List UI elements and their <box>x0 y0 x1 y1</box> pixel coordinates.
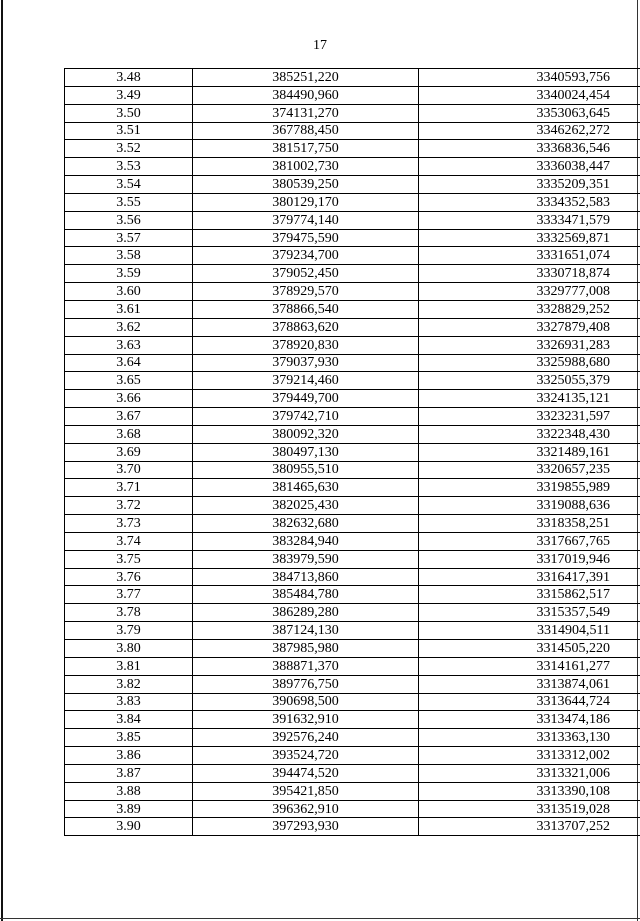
coordinates-table-body <box>65 69 640 836</box>
y-coordinate-cell: 3323231,597 <box>419 408 640 426</box>
y-coordinate-cell: 3340024,454 <box>419 86 640 104</box>
point-number-cell: 3.68 <box>65 425 193 443</box>
x-coordinate-cell: 385484,780 <box>193 586 419 604</box>
x-coordinate-cell: 384490,960 <box>193 86 419 104</box>
y-coordinate-cell: 3325988,680 <box>419 354 640 372</box>
x-coordinate-cell: 383284,940 <box>193 532 419 550</box>
y-coordinate-cell: 3336836,546 <box>419 140 640 158</box>
y-coordinate-cell: 3329777,008 <box>419 283 640 301</box>
x-coordinate-cell: 380539,250 <box>193 176 419 194</box>
point-number-cell: 3.73 <box>65 515 193 533</box>
point-number-cell: 3.87 <box>65 764 193 782</box>
x-coordinate-cell: 378929,570 <box>193 283 419 301</box>
table-row <box>65 693 640 711</box>
y-coordinate-cell: 3335209,351 <box>419 176 640 194</box>
point-number-cell: 3.60 <box>65 283 193 301</box>
table-row <box>65 354 640 372</box>
y-coordinate-cell: 3333471,579 <box>419 211 640 229</box>
x-coordinate-cell: 391632,910 <box>193 711 419 729</box>
y-coordinate-cell: 3320657,235 <box>419 461 640 479</box>
point-number-cell: 3.85 <box>65 729 193 747</box>
y-coordinate-cell: 3326931,283 <box>419 336 640 354</box>
y-coordinate-cell: 3346262,272 <box>419 122 640 140</box>
point-number-cell: 3.86 <box>65 747 193 765</box>
x-coordinate-cell: 387985,980 <box>193 640 419 658</box>
point-number-cell: 3.79 <box>65 622 193 640</box>
x-coordinate-cell: 380092,320 <box>193 425 419 443</box>
table-row <box>65 318 640 336</box>
x-coordinate-cell: 378866,540 <box>193 300 419 318</box>
x-coordinate-cell: 387124,130 <box>193 622 419 640</box>
point-number-cell: 3.53 <box>65 158 193 176</box>
x-coordinate-cell: 380955,510 <box>193 461 419 479</box>
x-coordinate-cell: 379774,140 <box>193 211 419 229</box>
table-row <box>65 764 640 782</box>
x-coordinate-cell: 392576,240 <box>193 729 419 747</box>
x-coordinate-cell: 379742,710 <box>193 408 419 426</box>
y-coordinate-cell: 3313312,002 <box>419 747 640 765</box>
point-number-cell: 3.81 <box>65 657 193 675</box>
y-coordinate-cell: 3330718,874 <box>419 265 640 283</box>
table-row <box>65 336 640 354</box>
y-coordinate-cell: 3322348,430 <box>419 425 640 443</box>
y-coordinate-cell: 3340593,756 <box>419 69 640 87</box>
y-coordinate-cell: 3313519,028 <box>419 800 640 818</box>
point-number-cell: 3.58 <box>65 247 193 265</box>
x-coordinate-cell: 379449,700 <box>193 390 419 408</box>
table-row <box>65 604 640 622</box>
table-row <box>65 69 640 87</box>
point-number-cell: 3.57 <box>65 229 193 247</box>
point-number-cell: 3.59 <box>65 265 193 283</box>
table-row <box>65 479 640 497</box>
y-coordinate-cell: 3313321,006 <box>419 764 640 782</box>
x-coordinate-cell: 379214,460 <box>193 372 419 390</box>
x-coordinate-cell: 393524,720 <box>193 747 419 765</box>
point-number-cell: 3.65 <box>65 372 193 390</box>
point-number-cell: 3.89 <box>65 800 193 818</box>
table-row <box>65 86 640 104</box>
point-number-cell: 3.82 <box>65 675 193 693</box>
x-coordinate-cell: 380497,130 <box>193 443 419 461</box>
x-coordinate-cell: 389776,750 <box>193 675 419 693</box>
y-coordinate-cell: 3336038,447 <box>419 158 640 176</box>
coordinates-table <box>64 68 640 836</box>
table-row <box>65 711 640 729</box>
table-row <box>65 568 640 586</box>
table-row <box>65 800 640 818</box>
table-row <box>65 443 640 461</box>
table-row <box>65 532 640 550</box>
table-row <box>65 586 640 604</box>
table-row <box>65 158 640 176</box>
y-coordinate-cell: 3319088,636 <box>419 497 640 515</box>
point-number-cell: 3.67 <box>65 408 193 426</box>
y-coordinate-cell: 3316417,391 <box>419 568 640 586</box>
x-coordinate-cell: 381465,630 <box>193 479 419 497</box>
x-coordinate-cell: 379234,700 <box>193 247 419 265</box>
point-number-cell: 3.84 <box>65 711 193 729</box>
point-number-cell: 3.80 <box>65 640 193 658</box>
point-number-cell: 3.69 <box>65 443 193 461</box>
point-number-cell: 3.83 <box>65 693 193 711</box>
table-row <box>65 300 640 318</box>
y-coordinate-cell: 3314505,220 <box>419 640 640 658</box>
x-coordinate-cell: 380129,170 <box>193 193 419 211</box>
point-number-cell: 3.61 <box>65 300 193 318</box>
y-coordinate-cell: 3324135,121 <box>419 390 640 408</box>
point-number-cell: 3.77 <box>65 586 193 604</box>
table-row <box>65 247 640 265</box>
page-number: 17 <box>313 38 327 53</box>
y-coordinate-cell: 3315862,517 <box>419 586 640 604</box>
y-coordinate-cell: 3313644,724 <box>419 693 640 711</box>
table-row <box>65 176 640 194</box>
x-coordinate-cell: 397293,930 <box>193 818 419 836</box>
y-coordinate-cell: 3318358,251 <box>419 515 640 533</box>
point-number-cell: 3.66 <box>65 390 193 408</box>
table-row <box>65 104 640 122</box>
x-coordinate-cell: 379052,450 <box>193 265 419 283</box>
point-number-cell: 3.71 <box>65 479 193 497</box>
point-number-cell: 3.63 <box>65 336 193 354</box>
x-coordinate-cell: 378920,830 <box>193 336 419 354</box>
table-row <box>65 229 640 247</box>
table-row <box>65 497 640 515</box>
point-number-cell: 3.55 <box>65 193 193 211</box>
x-coordinate-cell: 382025,430 <box>193 497 419 515</box>
table-row <box>65 640 640 658</box>
x-coordinate-cell: 379037,930 <box>193 354 419 372</box>
table-row <box>65 265 640 283</box>
y-coordinate-cell: 3328829,252 <box>419 300 640 318</box>
y-coordinate-cell: 3319855,989 <box>419 479 640 497</box>
x-coordinate-cell: 383979,590 <box>193 550 419 568</box>
table-row <box>65 390 640 408</box>
table-row <box>65 193 640 211</box>
table-row <box>65 140 640 158</box>
x-coordinate-cell: 390698,500 <box>193 693 419 711</box>
x-coordinate-cell: 378863,620 <box>193 318 419 336</box>
y-coordinate-cell: 3313707,252 <box>419 818 640 836</box>
point-number-cell: 3.90 <box>65 818 193 836</box>
table-row <box>65 657 640 675</box>
point-number-cell: 3.75 <box>65 550 193 568</box>
x-coordinate-cell: 395421,850 <box>193 782 419 800</box>
table-row <box>65 782 640 800</box>
table-row <box>65 461 640 479</box>
table-row <box>65 122 640 140</box>
table-row <box>65 622 640 640</box>
table-row <box>65 425 640 443</box>
point-number-cell: 3.48 <box>65 69 193 87</box>
y-coordinate-cell: 3313390,108 <box>419 782 640 800</box>
table-row <box>65 675 640 693</box>
y-coordinate-cell: 3314904,511 <box>419 622 640 640</box>
point-number-cell: 3.54 <box>65 176 193 194</box>
point-number-cell: 3.64 <box>65 354 193 372</box>
y-coordinate-cell: 3325055,379 <box>419 372 640 390</box>
y-coordinate-cell: 3313874,061 <box>419 675 640 693</box>
x-coordinate-cell: 388871,370 <box>193 657 419 675</box>
y-coordinate-cell: 3321489,161 <box>419 443 640 461</box>
table-row <box>65 283 640 301</box>
table-row <box>65 729 640 747</box>
table-row <box>65 550 640 568</box>
point-number-cell: 3.62 <box>65 318 193 336</box>
table-row <box>65 515 640 533</box>
point-number-cell: 3.52 <box>65 140 193 158</box>
x-coordinate-cell: 394474,520 <box>193 764 419 782</box>
point-number-cell: 3.74 <box>65 532 193 550</box>
x-coordinate-cell: 396362,910 <box>193 800 419 818</box>
point-number-cell: 3.50 <box>65 104 193 122</box>
y-coordinate-cell: 3315357,549 <box>419 604 640 622</box>
x-coordinate-cell: 381517,750 <box>193 140 419 158</box>
point-number-cell: 3.72 <box>65 497 193 515</box>
y-coordinate-cell: 3317667,765 <box>419 532 640 550</box>
x-coordinate-cell: 374131,270 <box>193 104 419 122</box>
point-number-cell: 3.78 <box>65 604 193 622</box>
point-number-cell: 3.51 <box>65 122 193 140</box>
y-coordinate-cell: 3313363,130 <box>419 729 640 747</box>
table-row <box>65 818 640 836</box>
y-coordinate-cell: 3327879,408 <box>419 318 640 336</box>
y-coordinate-cell: 3313474,186 <box>419 711 640 729</box>
x-coordinate-cell: 367788,450 <box>193 122 419 140</box>
x-coordinate-cell: 384713,860 <box>193 568 419 586</box>
page-edge-bottom <box>0 918 640 919</box>
point-number-cell: 3.70 <box>65 461 193 479</box>
x-coordinate-cell: 385251,220 <box>193 69 419 87</box>
x-coordinate-cell: 382632,680 <box>193 515 419 533</box>
table-row <box>65 372 640 390</box>
point-number-cell: 3.56 <box>65 211 193 229</box>
x-coordinate-cell: 381002,730 <box>193 158 419 176</box>
table-row <box>65 211 640 229</box>
table-row <box>65 747 640 765</box>
x-coordinate-cell: 379475,590 <box>193 229 419 247</box>
point-number-cell: 3.49 <box>65 86 193 104</box>
x-coordinate-cell: 386289,280 <box>193 604 419 622</box>
table-row <box>65 408 640 426</box>
point-number-cell: 3.88 <box>65 782 193 800</box>
point-number-cell: 3.76 <box>65 568 193 586</box>
page-edge-left <box>1 0 3 921</box>
y-coordinate-cell: 3314161,277 <box>419 657 640 675</box>
y-coordinate-cell: 3334352,583 <box>419 193 640 211</box>
y-coordinate-cell: 3353063,645 <box>419 104 640 122</box>
y-coordinate-cell: 3317019,946 <box>419 550 640 568</box>
y-coordinate-cell: 3331651,074 <box>419 247 640 265</box>
y-coordinate-cell: 3332569,871 <box>419 229 640 247</box>
